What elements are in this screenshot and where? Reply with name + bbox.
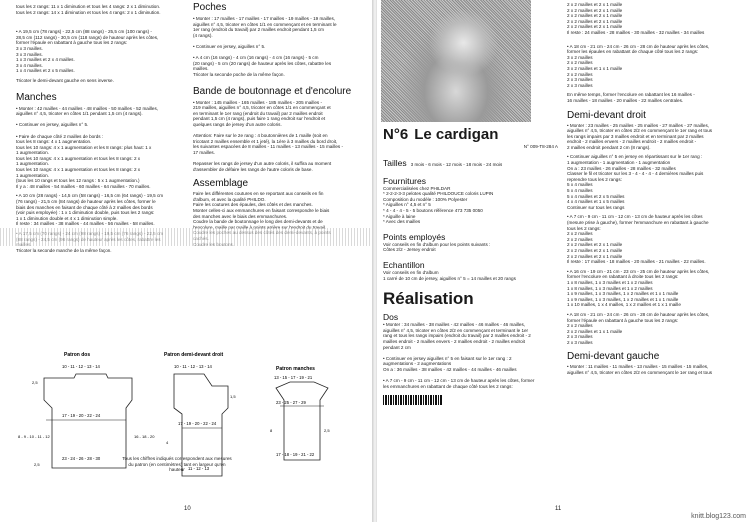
text-line: Côtes 2/2 - Jersey endroit (383, 247, 436, 253)
text-line: 1 augmentation. (16, 161, 49, 167)
cardigan-photo (381, 0, 531, 122)
text-line: 5 x 4 mailles (567, 182, 593, 188)
emmanchure-text (567, 214, 745, 264)
text-line: 3 x 2 mailles et 1 x 1 maille (567, 65, 623, 71)
text-line: Il reste : 17 mailles - 18 mailles - 20 mailles - 21 mailles - 22 mailles. (567, 259, 706, 265)
text-line: 5 x 4 mailles et 2 x 5 mailles (567, 193, 625, 199)
dos-outline (44, 374, 132, 468)
demi-devant-droit-text (567, 123, 745, 151)
dos-top-measure: 10 - 11 - 12 - 13 - 14 (62, 364, 100, 369)
tailles-heading: Tailles (383, 157, 407, 168)
bande-heading: Bande de boutonnage et d'encolure (193, 85, 352, 97)
text-line: tous les 10 rangs: 4 x 1 augmentation et tous les 8 rangs: 2 x (16, 155, 141, 161)
bande-text (193, 100, 363, 173)
demi-devant-gauche-heading: Demi-devant gauche (567, 351, 660, 363)
text-line: aiguilles n° 4,5, tricoter en côtes 2/2 en commençant et terminant le 1er (383, 327, 529, 333)
text-line: • Continuer aiguilles n° 5 en jersey en répartissant sur le 1er rang : (567, 154, 703, 160)
text-line: • Continuer en jersey, aiguilles n° 5. (16, 122, 89, 128)
manches-left: 8 (270, 428, 273, 433)
text-line: d'assembler de défaire les rangs de l'autre coloris de base. (193, 166, 313, 172)
text-line: Il reste : 24 mailles - 28 mailles - 30 mailles - 32 mailles - 34 mailles (567, 29, 705, 35)
text-line: 2 x 2 mailles et 1 x 1 maille (567, 328, 623, 334)
text-line: 1 augmentation - 1 augmentation - 1 augmentation (567, 160, 671, 166)
text-line: tous les 8 rangs: 4 x 1 augmentation. (16, 139, 92, 145)
text-line: 1 carré de 10 cm de jersey, aiguilles n° 5 = 14 mailles et 20 rangs (383, 275, 516, 281)
text-line: (mesure prise à gauche), former l'emmanchure en rabattant à gauche (567, 220, 709, 225)
dos-left-top: 2,5 (32, 380, 38, 385)
text-line: Il reste : 34 mailles - 38 mailles - 44 mailles - 56 mailles - 58 mailles. (16, 221, 155, 227)
text-line: biais des manches en faisant de chaque côté à 2 mailles des bords (16, 204, 153, 210)
text-line: * 4 - 4 - 4 - 5 - 5 boutons référence 473 735 0050 (383, 207, 483, 213)
text-line: • Continuer en jersey, aiguilles n° 5. (193, 43, 266, 49)
text-line: 2 x 3 mailles (567, 339, 593, 345)
text-line: (voir puis employée) : 1 x 1 diminution double, puis tous les 2 rangs: (16, 210, 155, 216)
text-line: Repasser les rangs de jersey d'un autre coloris, il suffira au moment (193, 161, 332, 167)
text-line: 2 x 3 mailles (567, 334, 593, 340)
text-line: • Monter : 34 mailles - 38 mailles - 42 mailles - 46 mailles - 46 mailles, (383, 322, 526, 328)
text-line: * Aiguilles n° 4,5 et n° 5 (383, 202, 431, 208)
text-line: Il y a : 48 mailles - 54 mailles - 60 mailles - 64 mailles - 70 mailles. (16, 183, 151, 189)
text-line: les suivantes espacées de 8 mailles - 11 mailles - 13 mailles - 15 mailles - (193, 144, 344, 150)
dos-right: 16 - 18 - 20 (134, 434, 155, 439)
points-heading: Points employés (383, 231, 446, 242)
dos-continued-text (567, 2, 745, 36)
text-line: • A 7 cm - 9 cm - 11 cm - 12 cm - 13 cm de hauteur après les côtes, former (383, 378, 535, 384)
poches-heading: Poches (193, 2, 227, 13)
text-line: Monter celles-ci aux emmanchures en faisant correspondre le biais (193, 208, 330, 214)
intro-text (16, 4, 186, 15)
diagram-note: Tous les chiffres indiqués correspondent aux mesures du patron (en centimètres) tant en largeur qu'en hauteur (122, 456, 232, 473)
text-line: 1 x 8 mailles, 1 x 3 mailles et 1 x 2 mailles (567, 285, 653, 291)
demi-devant-droit-heading: Demi-devant droit (567, 109, 646, 121)
text-line: 2 x 2 mailles et 2 x 1 maille (567, 2, 623, 7)
tricoter-line: Tricoter le demi-devant gauche en sens inverse. (16, 77, 114, 83)
text-line: 1 augmentation. (16, 172, 49, 178)
dos-mid-measure: 17 - 19 - 20 - 22 - 24 (62, 413, 101, 418)
text-line: En même temps, former l'encolure en rabattant les 16 mailles - (567, 92, 695, 98)
echantillon-text (383, 270, 558, 281)
text-line: reprendre tous les 2 rangs: (567, 176, 622, 182)
text-line: 2 x 2 mailles (567, 236, 593, 242)
encolure-text (567, 92, 745, 103)
text-line: 1 x 1 diminution double et 4 x 1 diminution simple. (16, 215, 118, 221)
manches-biais-text (16, 193, 186, 227)
pattern-diagrams (14, 348, 364, 498)
left-column-2 (193, 2, 363, 247)
text-line: Voir conseils en fin d'album pour les points suivants : (383, 241, 491, 247)
cardigan-ref: N° 009-T8-284 A (523, 144, 558, 149)
text-line: Faire les différentes coutures en se reportant aux conseils en fin (193, 191, 324, 197)
text-line: 1er rang (endroit du travail) par 2 mailles endroit pendant 1,5 cm (193, 27, 324, 33)
text-line: Voir conseils en fin d'album (383, 269, 439, 275)
text-line: 2 x 2 mailles et 2 x 1 maille (567, 24, 623, 30)
text-line: Tricoter la seconde manche de la même façon. (16, 247, 112, 253)
text-line: 1 x 9 mailles, 1 x 3 mailles, 1 x 2 mailles et 1 x 1 maille (567, 291, 679, 297)
text-line: 3 x 3 mailles. (16, 45, 43, 51)
text-line: • A 10 cm (28 rangs) - 14,5 cm (58 rangs) - 16,5 cm (64 rangs) - 19,5 cm (16, 193, 164, 199)
text-line: mailles. (193, 66, 209, 72)
manches-diagram-title: Patron manches (276, 366, 315, 372)
text-line: tous les 10 rangs: 4 x 1 augmentation et tous les 8 rangs: 2 x (16, 167, 141, 173)
text-line: (76 rangs) - 21,5 cm (84 rangs) de hauteur après les côtes, former le (16, 199, 156, 205)
text-line: tous les 10 rangs: 4 x 1 augmentation et les 8 rangs: plus haut: 1 x (16, 144, 152, 150)
text-line: • Monter : 145 mailles - 165 mailles - 185 mailles - 205 mailles - (193, 99, 323, 105)
text-line: • Monter : 23 mailles - 25 mailles - 25 mailles - 27 mailles - 27 mailles, (567, 122, 710, 128)
epaule-droite-text (567, 312, 745, 346)
diagrams-svg (14, 348, 364, 498)
demi-devant-bottom: 11 - 12 - 13 (188, 466, 210, 471)
text-line: • A 4 cm (16 rangs) - 4 cm (16 rangs) - 4 cm (16 rangs) - 5 cm (193, 55, 319, 61)
text-line: former l'épaule en rabattant à gauche tous les 2 rangs: (16, 40, 128, 46)
encolure-droite-text (567, 269, 745, 308)
continuer-text (567, 154, 745, 210)
text-line: Commercialisées chez PHILDAR (383, 185, 451, 191)
text-line: former l'encolure en rabattant à droite tous les 2 rangs: (567, 274, 679, 280)
text-line: 2 x 2 mailles et 2 x 1 maille (567, 247, 623, 253)
text-line: 2 x 3 mailles (567, 82, 593, 88)
manches-text (16, 106, 186, 190)
text-line: 2 x 2 mailles et 2 x 1 maille (567, 242, 623, 248)
cardigan-title: Le cardigan (414, 126, 499, 143)
manches-heading: Manches (16, 91, 57, 103)
text-line: aiguilles n° 4,5, tricoter en côtes 1/1 pendant 1,5 cm (4 rangs). (16, 111, 143, 117)
text-line: • Monter : 11 mailles - 11 mailles - 13 mailles - 15 mailles - 15 mailles, (567, 364, 709, 370)
text-line: (4 rangs). (193, 32, 213, 38)
text-line: 2 x 2 mailles et 2 x 1 maille (567, 18, 623, 24)
demi-devant-right: 1,5 (230, 394, 236, 399)
text-line: • Continuer en jersey aiguilles n° 5 en faisant sur le 1er rang : 2 (383, 355, 512, 361)
fournitures-text (383, 186, 558, 225)
manches-right: 2,5 (324, 428, 330, 433)
text-line: tous les 2 rangs: 11 x 1 diminution et tous les 4 rangs: 2 x 1 diminution. (16, 4, 161, 9)
text-line: quelques rangs de jersey d'un autre coloris. (193, 121, 282, 127)
scan-noise (0, 228, 373, 246)
demi-devant-diagram-title: Patron demi-devant droit (164, 352, 224, 358)
epaules-text (567, 44, 745, 89)
text-line: Continuer sur tous les rangs (567, 204, 625, 210)
left-column-1 (16, 4, 186, 253)
assemblage-heading: Assemblage (193, 178, 249, 190)
dos-diagram-title: Patron dos (64, 352, 91, 358)
text-line: des manches avec le biais des emmanchures. (193, 213, 288, 219)
text-line: Composition du modèle : 100% Polyester (383, 196, 468, 202)
dos-left-mid: 8 - 9 - 10 - 11 - 12 (18, 434, 50, 439)
text-line: 4 x 4 mailles et 1 x 5 mailles (567, 199, 625, 205)
text-line: 1 x 8 mailles, 1 x 3 mailles et 1 x 2 mailles (567, 279, 653, 285)
text-line: en terminant le 1er rang (endroit du travail) par 2 mailles endroit (193, 110, 323, 116)
text-line: 3 x 3 mailles. (16, 51, 43, 57)
text-line: 2 x 2 mailles et 2 x 1 maille (567, 13, 623, 19)
text-line: 2 x 2 mailles (567, 71, 593, 77)
text-line: aiguilles n° 4,5, tricoter en côtes 2/2 en commençant le 1er rang et tous (567, 128, 713, 134)
text-line: mailles endroit - 2 mailles envers - 2 mailles endroit - 2 mailles endroit (383, 338, 525, 344)
text-line: • A 16 cm - 19 cm - 21 cm - 23 cm - 25 cm de hauteur après les côtes, (567, 268, 710, 274)
text-line: 1 x 3 mailles et 2 x 4 mailles. (16, 57, 75, 63)
dos-text (383, 322, 558, 389)
text-line: (tous les 10 rangs et tous les 12 rangs : 5 x 1 augmentation.) (16, 178, 140, 184)
demi-devant-top: 10 - 11 - 12 - 13 - 14 (174, 364, 212, 369)
manches-outline (276, 382, 328, 460)
text-line: • A 19,5 cm (78 rangs) - 22,5 cm (88 rangs) - 25,5 cm (100 rangs) - (16, 29, 152, 35)
text-line: Classer le fil et tricoter sur les 3 - 4 - 4 - 4 - 4 dernières mailles puis (567, 171, 704, 177)
text-line: 3 x 2 mailles (567, 54, 593, 60)
poches-text (193, 16, 363, 78)
text-line: aiguilles n° 4,5, tricoter en côtes 1/1 en commençant et en terminant le (193, 21, 337, 27)
text-line: 2 x 2 mailles et 2 x 1 maille (567, 7, 623, 13)
manches-bottom: 17 - 18 - 19 - 21 - 22 (276, 452, 315, 457)
manches-mid: 23 - 25 - 27 - 29 (276, 400, 306, 405)
dos-left-bot: 2,5 (34, 462, 40, 467)
demi-devant-left: 4 (166, 440, 169, 445)
shoulder-text (16, 29, 186, 74)
text-line: former l'épaule en rabattant à gauche tous les 2 rangs: (567, 317, 679, 323)
text-line: 2 x 2 mailles et 2 x 1 maille (567, 253, 623, 259)
tailles-value: 3 mois - 6 mois - 12 mois - 18 mois - 24 mois (410, 161, 503, 167)
text-line: augmentations - 2 augmentations (383, 361, 452, 367)
text-line: rang et tous les rangs impairs (endroit du travail) par 2 mailles endroit - 2 (383, 333, 531, 339)
text-line: • Monter : 42 mailles - 44 mailles - 48 mailles - 50 mailles - 52 mailles, (16, 105, 159, 111)
barcode (383, 395, 443, 405)
text-line: aiguilles n° 4,5, tricoter en côtes 2/2 en commençant le 1er rang et tous (567, 370, 713, 376)
right-page-number: 11 (555, 506, 562, 512)
text-line: pendant 1,5 cm (4 rangs), puis faire 1 rang endroit sur l'endroit et (193, 116, 326, 122)
demi-devant-mid: 17 - 19 - 20 - 22 - 24 (178, 421, 217, 426)
text-line: 17 mailles. (193, 149, 215, 155)
text-line: 5 x 4 mailles (567, 188, 593, 194)
text-line: • Monter : 17 mailles - 17 mailles - 17 mailles - 19 mailles - 19 mailles, (193, 16, 336, 21)
dos-bottom-measure: 23 - 24 - 26 - 28 - 30 (62, 456, 101, 461)
text-line: (20 rangs) - 5 cm (20 rangs) de hauteur après les côtes, rabattre les (193, 60, 332, 66)
right-column (567, 2, 745, 376)
fournitures-heading: Fournitures (383, 175, 426, 186)
left-page (0, 0, 373, 522)
text-line: • Faire de chaque côté 2 mailles de bords : (16, 133, 104, 139)
cardigan-number: N°6 (383, 126, 409, 143)
text-line: 1 x 9 mailles, 1 x 3 mailles, 1 x 2 mailles et 1 x 1 maille (567, 296, 679, 302)
text-line: tous les 2 rangs: 14 x 1 diminution et tous les 4 rangs: 2 x 1 diminution. (16, 9, 161, 15)
text-line: 2 x 2 mailles (567, 60, 593, 66)
text-line: 2 x 2 mailles (567, 323, 593, 329)
text-line: 2 x 2 mailles (567, 231, 593, 237)
echantillon-heading: Echantillon (383, 259, 425, 270)
text-line: On a : 36 mailles - 38 mailles - 42 mailles - 44 mailles - 46 mailles (383, 366, 517, 372)
left-page-number: 10 (184, 506, 191, 512)
text-line: 3 x 4 mailles. (16, 62, 43, 68)
text-line: les rangs impairs par 3 mailles endroit et en terminant par 2 mailles (567, 133, 704, 139)
dos-heading: Dos (383, 312, 399, 323)
watermark: knitt.blog123.com (691, 513, 746, 520)
text-line: 16 mailles - 18 mailles - 20 mailles - 22 mailles centrales. (567, 97, 684, 103)
text-line: d'album, et avec la qualité PHILDO. (193, 196, 266, 202)
right-page (377, 0, 750, 522)
text-line: * 2-2-2-3-3 pelotes qualité PHILDOUCE coloris LUPIN (383, 191, 494, 197)
text-line: pendant 2 cm (383, 344, 411, 350)
text-line: 2 mailles endroit pendant 2 cm (8 rangs). (567, 144, 651, 150)
text-line: * Avec des mailles (383, 219, 421, 225)
points-text (383, 242, 558, 253)
text-line: les emmanchures en rabattant de chaque côté tous les 2 rangs: (383, 383, 513, 389)
text-line: tous les 2 rangs: (567, 225, 601, 231)
manches-top: 13 - 15 - 17 - 19 - 21 (274, 375, 313, 380)
text-line: Tricoter la seconde poche de la même façon. (193, 71, 285, 77)
text-line: tricotant 2 mailles ensemble et 1 jeté), la 1ère à 3 mailles du bord droit, (193, 138, 338, 144)
text-line: • A 18 cm - 21 cm - 24 cm - 26 cm - 28 cm de hauteur après les côtes, (567, 311, 710, 317)
realisation-heading: Réalisation (383, 289, 474, 309)
text-line: • A 18 cm - 21 cm - 24 cm - 26 cm - 28 cm de hauteur après les côtes, (567, 43, 710, 49)
text-line: * Aiguille à laine (383, 213, 416, 219)
demi-devant-gauche-text (567, 364, 745, 375)
text-line: Attention: Faire sur le 2e rang : 4 boutonnières de 1 maille (soit en (193, 133, 328, 139)
text-line: 28,5 cm (112 rangs) - 30,5 cm (118 rangs) de hauteur après les côtes, (16, 34, 159, 40)
text-line: 1 augmentation. (16, 150, 49, 156)
text-line: Coudre la bande de boutonnage le long des demi-devants et de (193, 219, 323, 225)
text-line: 2 x 3 mailles (567, 77, 593, 83)
text-line: • A 7 cm - 9 cm - 11 cm - 12 cm - 13 cm de hauteur après les côtes (567, 214, 703, 220)
text-line: 1 x 4 mailles et 2 x 5 mailles. (16, 68, 75, 74)
text-line: 1 x 10 mailles, 1 x 4 mailles, 1 x 2 mailles et 1 x 1 maille (567, 302, 681, 308)
text-line: On a : 23 mailles - 26 mailles - 28 mailles - 32 mailles (567, 165, 676, 171)
text-line: 219 mailles, aiguilles n° 4,5, tricoter en côtes 1/1 en commençant et (193, 105, 331, 111)
text-line: former les épaules en rabattant de chaque côté tous les 2 rangs: (567, 49, 699, 55)
text-line: endroit - 2 mailles envers - 2 mailles endroit - 2 mailles endroit - (567, 139, 697, 145)
caption-column (383, 126, 558, 405)
text-line: Faire les coutures des épaules, des côtés et des manches. (193, 202, 313, 208)
